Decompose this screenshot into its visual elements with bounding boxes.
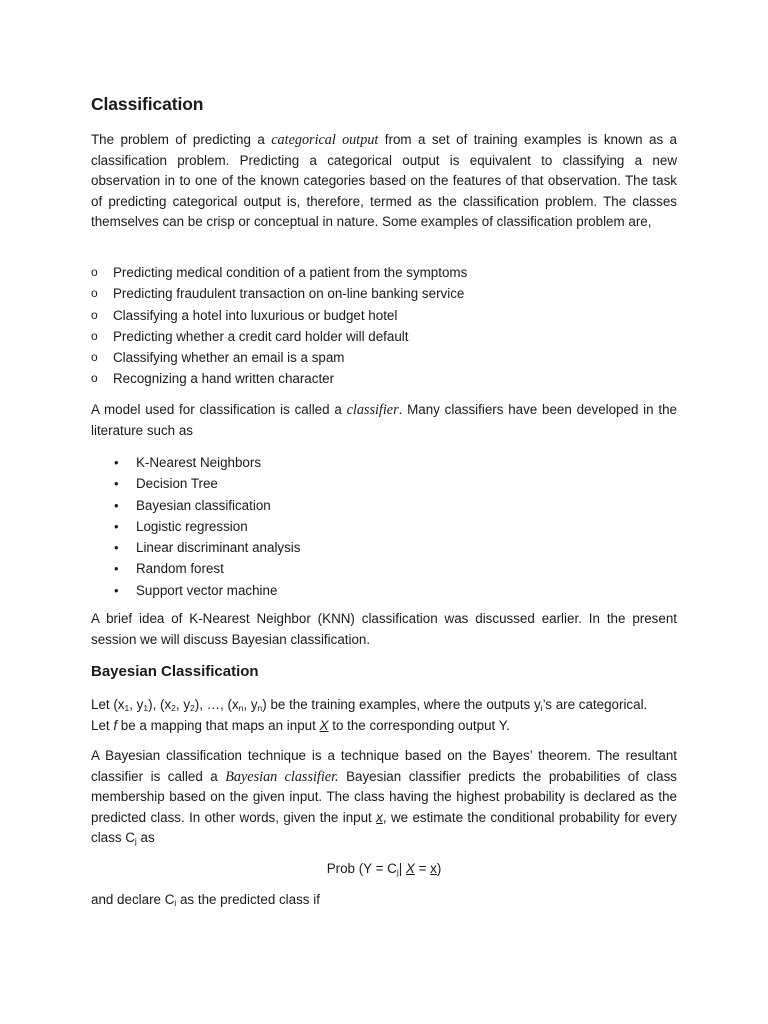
intro-emphasis: categorical output bbox=[271, 132, 379, 148]
bayes-emphasis: Bayesian classifier. bbox=[225, 768, 339, 785]
dot-bullet-icon: • bbox=[114, 497, 119, 513]
list-item: • Random forest bbox=[136, 558, 300, 579]
list-item: o Predicting fraudulent transaction on on-line banking service bbox=[113, 283, 467, 304]
examples-list bbox=[91, 262, 468, 390]
dot-bullet-icon: • bbox=[114, 561, 119, 577]
dot-bullet-icon: • bbox=[114, 455, 119, 470]
intro-text: The problem of predicting a bbox=[91, 132, 272, 147]
intro-text-rest: from a set of training examples is known as a classification problem. Predicting a categorical output is equivalent to classifying a new observation in to one of the known categories based on the features of that observation. The task of predicting categorical output is, therefore, termed as the classification problem. The classes themselves can be crisp or conceptual in nature. Some examples of classification problem are, bbox=[91, 132, 677, 230]
probability-formula: Prob ($Y = C_j|$ X = x) bbox=[326, 861, 442, 877]
list-item: • K-Nearest Neighbors bbox=[136, 452, 300, 473]
section-title-bayesian: Bayesian Classification bbox=[91, 663, 259, 680]
page-title: Classification bbox=[91, 94, 204, 114]
let-paragraph: Let ($x_1$, $y_1$), ($x_2$, $y_2$), …, ($x_n$, $y_n$) be the training examples, where the outputs $y_i’s$ are categorical. Let f be a mapping that maps an input X to the corresponding output Y. bbox=[91, 697, 648, 733]
dot-bullet-icon: • bbox=[114, 476, 119, 492]
list-item: • Logistic regression bbox=[136, 516, 300, 537]
list-item: • Support vector machine bbox=[136, 580, 300, 601]
list-item: o Predicting whether a credit card holder will default bbox=[113, 326, 467, 347]
circle-bullet-icon: o bbox=[91, 286, 98, 301]
declare-line: and declare $C_i$ as the predicted class if bbox=[91, 892, 320, 908]
knn-paragraph: A brief idea of K-Nearest Neighbor (KNN) classification was discussed earlier. In the present session we will discuss Bayesian classification. bbox=[91, 611, 677, 647]
classifier-paragraph: A model used for classification is called a classifier. Many classifiers have been developed in the literature such as bbox=[91, 402, 677, 438]
list-item: • Linear discriminant analysis bbox=[136, 537, 300, 558]
circle-bullet-icon: o bbox=[91, 350, 98, 365]
bayes-paragraph: A Bayesian classification technique is a technique based on the Bayes’ theorem. The resultant classifier is called a Bayesian classifier. Bayesian classifier predicts the probabilities of class membership based on the given input. The class having the highest probability is declared as the predicted class. In other words, given the input x, we estimate the conditional probability for every class $C_j$ as bbox=[91, 748, 677, 847]
list-item: o Classifying a hotel into luxurious or budget hotel bbox=[113, 305, 467, 326]
dot-bullet-icon: • bbox=[114, 518, 119, 534]
list-item: o Classifying whether an email is a spam bbox=[113, 347, 467, 368]
dot-bullet-icon: • bbox=[114, 582, 119, 598]
circle-bullet-icon: o bbox=[91, 307, 98, 322]
dot-bullet-icon: • bbox=[114, 540, 119, 556]
circle-bullet-icon: o bbox=[91, 371, 98, 386]
classifiers-list bbox=[114, 452, 301, 601]
list-item: o Predicting medical condition of a patient from the symptoms bbox=[113, 262, 467, 283]
list-item: • Bayesian classification bbox=[136, 495, 300, 516]
circle-bullet-icon: o bbox=[91, 328, 98, 343]
intro-paragraph bbox=[91, 130, 677, 233]
circle-bullet-icon: o bbox=[91, 265, 98, 279]
list-item: o Recognizing a hand written character bbox=[113, 368, 467, 389]
list-item: • Decision Tree bbox=[136, 473, 300, 494]
classifier-emphasis: classifier bbox=[346, 402, 399, 418]
